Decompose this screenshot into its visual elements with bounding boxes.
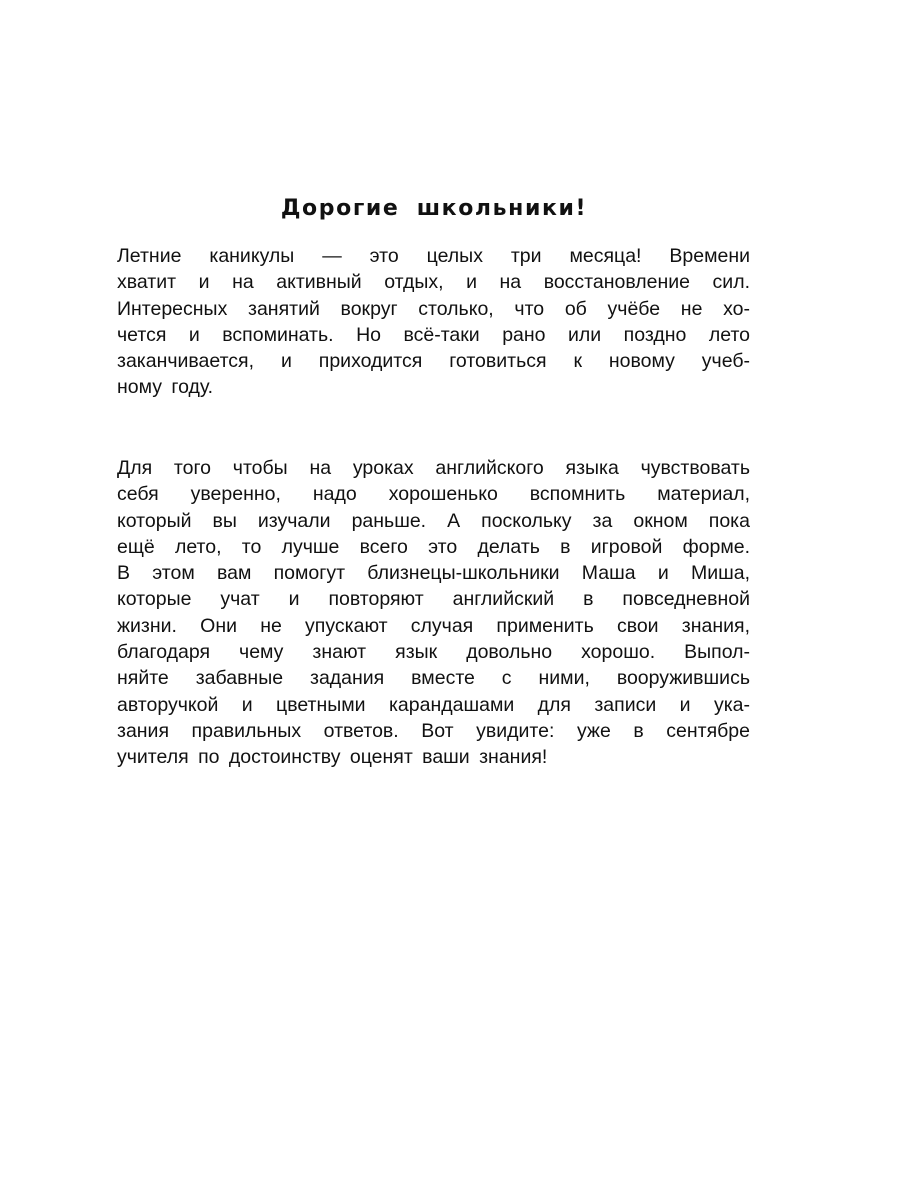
paragraph-line: ному году. <box>117 376 214 399</box>
paragraph-1 <box>117 243 750 401</box>
paragraph-line: няйте забавные задания вместе с ними, вооружившись <box>117 667 750 690</box>
paragraph-line: хватит и на активный отдых, и на восстановление сил. <box>117 271 750 294</box>
paragraph-line: заканчивается, и приходится готовиться к новому учеб- <box>117 350 750 373</box>
paragraph-line: зания правильных ответов. Вот увидите: уже в сентябре <box>117 719 750 742</box>
paragraph-line: Для того чтобы на уроках английского языка чувствовать <box>117 457 750 479</box>
paragraph-line: Летние каникулы — это целых три месяца! Времени <box>117 245 750 267</box>
page-title: Дорогие школьники! <box>280 196 588 221</box>
paragraph-line: благодаря чему знают язык довольно хорошо. Выпол- <box>117 641 750 664</box>
paragraph-line: В этом вам помогут близнецы-школьники Маша и Миша, <box>117 562 750 585</box>
paragraph-line: себя уверенно, надо хорошенько вспомнить материал, <box>117 483 750 506</box>
paragraph-line: авторучкой и цветными карандашами для записи и ука- <box>117 693 750 716</box>
paragraph-line: которые учат и повторяют английский в повседневной <box>117 588 750 611</box>
paragraph-line: чется и вспоминать. Но всё-таки рано или поздно лето <box>117 323 750 346</box>
paragraph-2 <box>117 455 750 771</box>
paragraph-line: ещё лето, то лучше всего это делать в игровой форме. <box>117 535 750 558</box>
paragraph-line: жизни. Они не упускают случая применить свои знания, <box>117 614 750 637</box>
paragraph-line: учителя по достоинству оценят ваши знания! <box>117 746 548 769</box>
paragraph-line: который вы изучали раньше. А поскольку за окном пока <box>117 509 750 532</box>
paragraph-line: Интересных занятий вокруг столько, что об учёбе не хо- <box>117 297 750 320</box>
